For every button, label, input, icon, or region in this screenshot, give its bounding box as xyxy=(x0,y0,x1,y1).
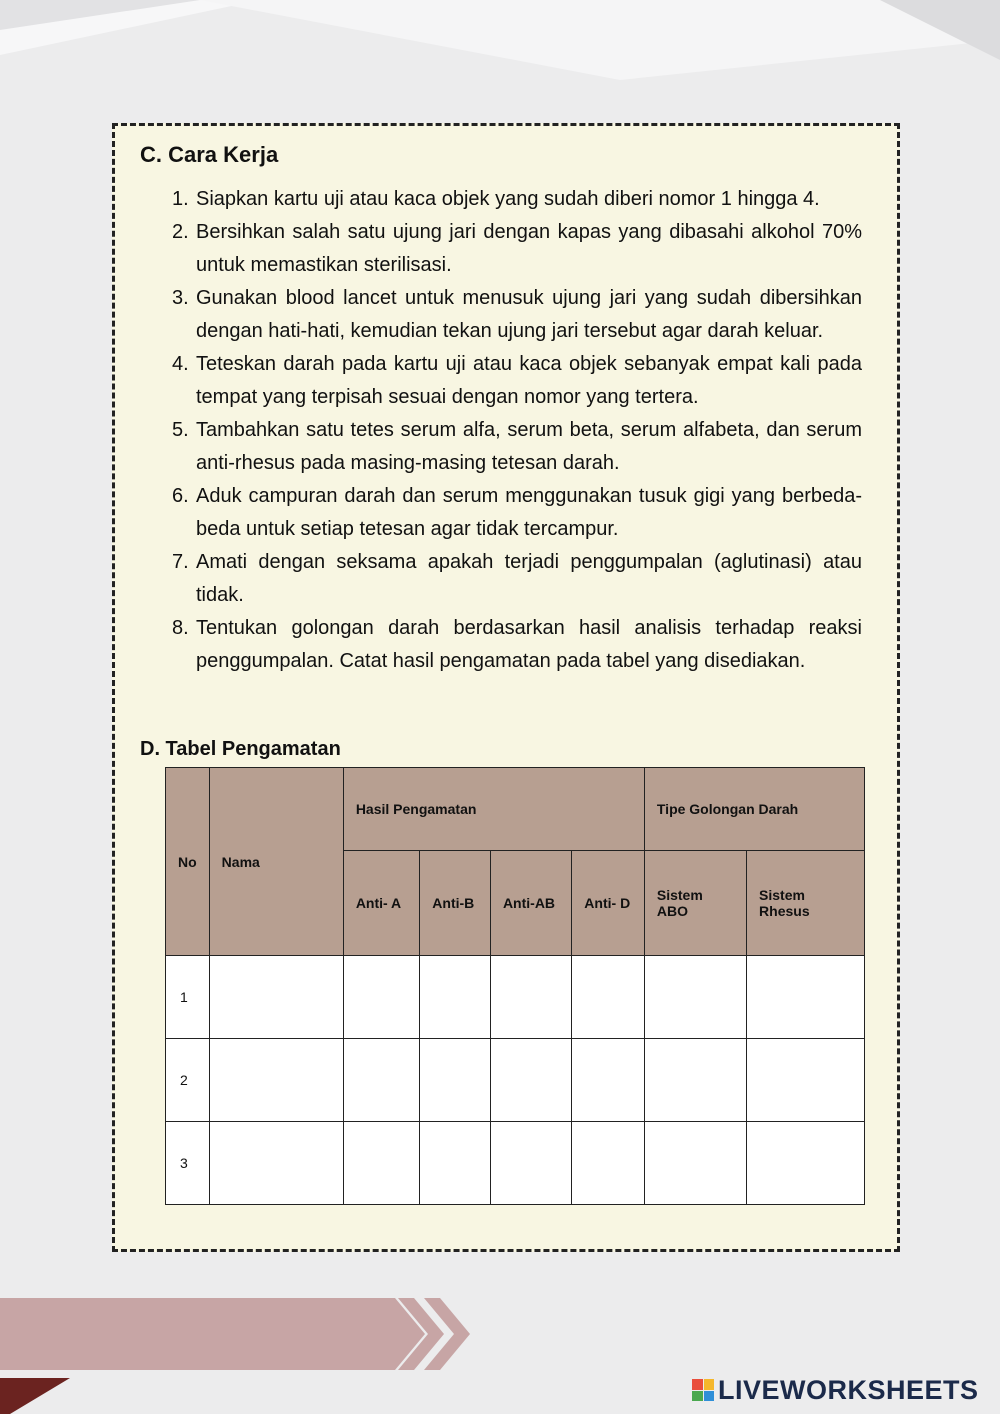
worksheet-card xyxy=(112,123,900,1252)
table-row xyxy=(166,956,865,1039)
procedure-step: 3. Gunakan blood lancet untuk menusuk ujung jari yang sudah dibersihkan dengan hati-hati, kemudian tekan ujung jari tersebut agar darah keluar. xyxy=(172,287,862,342)
procedure-steps xyxy=(172,183,862,678)
abo-input-cell[interactable] xyxy=(644,1122,746,1205)
anti-a-input-cell[interactable] xyxy=(343,1039,419,1122)
liveworksheets-logo[interactable] xyxy=(692,1374,979,1406)
header-anti-a: Anti- A xyxy=(343,851,419,956)
anti-a-input-cell[interactable] xyxy=(343,1122,419,1205)
rhesus-input-cell[interactable] xyxy=(747,1122,865,1205)
header-name: Nama xyxy=(209,768,343,956)
anti-d-input-cell[interactable] xyxy=(572,1039,645,1122)
header-no: No xyxy=(166,768,210,956)
procedure-step: 4. Teteskan darah pada kartu uji atau kaca objek sebanyak empat kali pada tempat yang terpisah sesuai dengan nomor yang tertera. xyxy=(172,353,862,408)
header-abo-system: Sistem ABO xyxy=(644,851,746,956)
observation-table xyxy=(165,767,865,1205)
anti-ab-input-cell[interactable] xyxy=(490,956,571,1039)
header-anti-d: Anti- D xyxy=(572,851,645,956)
procedure-step: 2. Bersihkan salah satu ujung jari dengan kapas yang dibasahi alkohol 70% untuk memastikan sterilisasi. xyxy=(172,221,862,276)
header-anti-b: Anti-B xyxy=(420,851,491,956)
procedure-step: 7. Amati dengan seksama apakah terjadi penggumpalan (aglutinasi) atau tidak. xyxy=(172,551,862,606)
procedure-step: 6. Aduk campuran darah dan serum menggunakan tusuk gigi yang berbeda-beda untuk setiap tetesan agar tidak tercampur. xyxy=(172,485,862,540)
header-results-group: Hasil Pengamatan xyxy=(343,768,644,851)
abo-input-cell[interactable] xyxy=(644,956,746,1039)
anti-b-input-cell[interactable] xyxy=(420,956,491,1039)
anti-b-input-cell[interactable] xyxy=(420,1039,491,1122)
anti-ab-input-cell[interactable] xyxy=(490,1122,571,1205)
table-row xyxy=(166,1039,865,1122)
abo-input-cell[interactable] xyxy=(644,1039,746,1122)
anti-b-input-cell[interactable] xyxy=(420,1122,491,1205)
procedure-step: 1. Siapkan kartu uji atau kaca objek yang sudah diberi nomor 1 hingga 4. xyxy=(172,188,820,210)
row-number: 1 xyxy=(166,956,210,1039)
background-top-decoration xyxy=(0,0,1000,130)
anti-d-input-cell[interactable] xyxy=(572,1122,645,1205)
name-input-cell[interactable] xyxy=(209,1039,343,1122)
anti-ab-input-cell[interactable] xyxy=(490,1039,571,1122)
logo-text: LIVEWORKSHEETS xyxy=(718,1374,979,1405)
name-input-cell[interactable] xyxy=(209,956,343,1039)
procedure-step: 5. Tambahkan satu tetes serum alfa, serum beta, serum alfabeta, dan serum anti-rhesus pada masing-masing tetesan darah. xyxy=(172,419,862,474)
procedure-title: C. Cara Kerja xyxy=(140,142,279,167)
table-row xyxy=(166,1122,865,1205)
rhesus-input-cell[interactable] xyxy=(747,956,865,1039)
procedure-step: 8. Tentukan golongan darah berdasarkan hasil analisis terhadap reaksi penggumpalan. Catat hasil pengamatan pada tabel yang disediakan. xyxy=(172,617,862,672)
liveworksheets-logo-icon xyxy=(692,1379,714,1401)
header-blood-type-group: Tipe Golongan Darah xyxy=(644,768,864,851)
row-number: 3 xyxy=(166,1122,210,1205)
name-input-cell[interactable] xyxy=(209,1122,343,1205)
row-number: 2 xyxy=(166,1039,210,1122)
anti-a-input-cell[interactable] xyxy=(343,956,419,1039)
header-rhesus-system: Sistem Rhesus xyxy=(747,851,865,956)
anti-d-input-cell[interactable] xyxy=(572,956,645,1039)
header-anti-ab: Anti-AB xyxy=(490,851,571,956)
observation-title: D. Tabel Pengamatan xyxy=(140,738,341,760)
rhesus-input-cell[interactable] xyxy=(747,1039,865,1122)
